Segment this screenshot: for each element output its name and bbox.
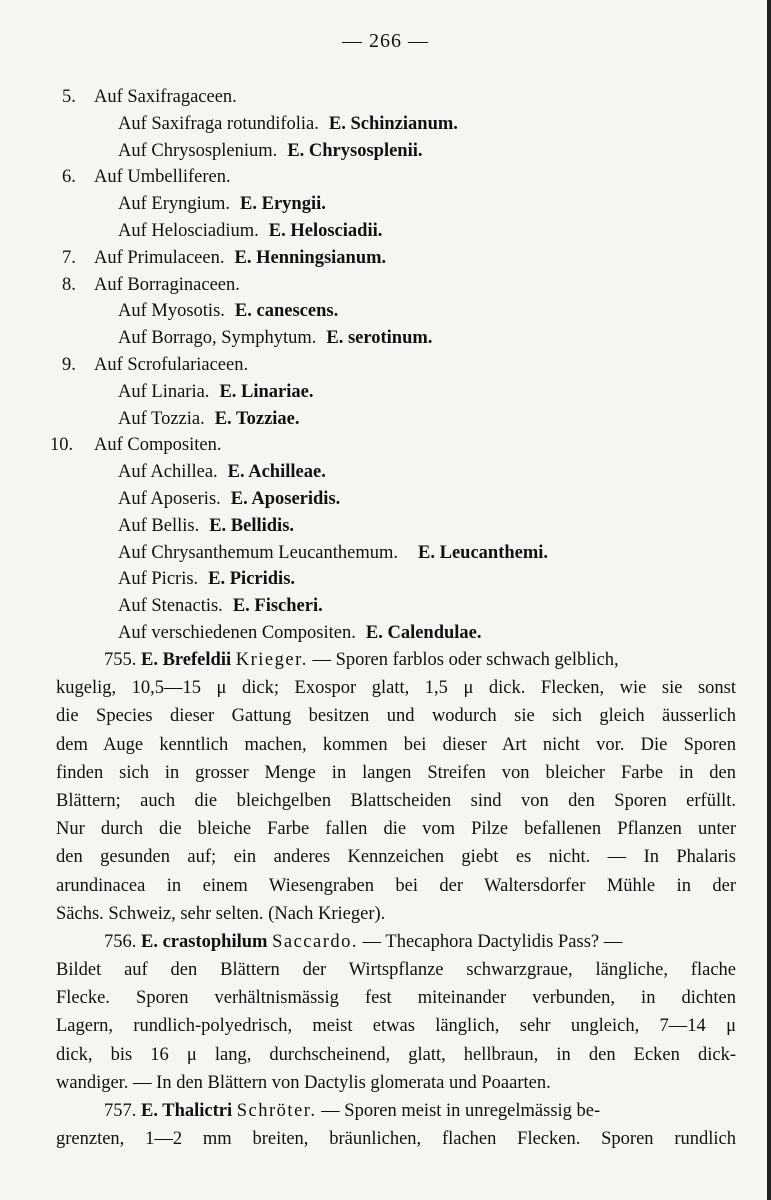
species-name: E. Brefeldii: [141, 650, 232, 670]
host-species-row: Auf Tozzia. E. Tozziae.: [118, 408, 300, 429]
species-name: E. crastophilum: [141, 931, 268, 952]
host-species-row: Auf Chrysosplenium. E. Chrysosplenii.: [118, 140, 423, 161]
species-author: Schröter.: [236, 1101, 317, 1121]
host-family-row: 6. Auf Umbelliferen.: [62, 167, 231, 188]
page-number: — 266 —: [342, 30, 429, 52]
host-species-row: Auf Helosciadium. E. Helosciadii.: [118, 220, 383, 241]
host-species-row: Auf Saxifraga rotundifolia. E. Schinzianum.: [118, 113, 458, 134]
host-family-row: 5. Auf Saxifragaceen.: [62, 87, 237, 107]
host-family-row: 7. Auf Primulaceen. E. Henningsianum.: [62, 247, 387, 268]
host-species-row: Auf Myosotis. E. canescens.: [118, 301, 339, 322]
species-name: E. Thalictri: [141, 1101, 233, 1121]
host-family-row: 8. Auf Borraginaceen.: [62, 274, 240, 295]
host-family-row: 10. Auf Compositen.: [50, 435, 222, 456]
host-species-row: Auf Chrysanthemum Leucanthemum. E. Leucanthemi.: [118, 542, 549, 563]
host-species-row: Auf Borrago, Symphytum. E. serotinum.: [118, 328, 433, 349]
species-author: Saccardo.: [272, 931, 358, 952]
host-list: [50, 84, 742, 647]
host-species-row: Auf verschiedenen Compositen. E. Calendulae.: [118, 622, 482, 643]
host-species-row: Auf Eryngium. E. Eryngii.: [118, 194, 326, 215]
species-author: Krieger.: [235, 650, 308, 670]
species-entry-755: 755. E. Brefeldii Krieger. — Sporen farblos oder schwach gelblich, kugelig, 10,5—15 μ dick; Exospor glatt, 1,5 μ dick. Flecken, wie sie sonst die Species dieser Gattung besitzen und wodurch sie sich gleich äusserlich dem Auge kenntlich machen, kommen bei dieser Art nicht vor. Die Sporen finden sich in grosser Menge in langen Streifen von bleicher Farbe in den Blättern; auch die bleichgelben Blattscheiden sind von den Sporen erfüllt. Nur durch die bleiche Farbe fallen die vom Pilze befallenen Pflanzen unter den gesunden auf; ein anderes Kennzeichen giebt es nicht. — In Phalaris arundinacea in einem Wiesengraben bei der Waltersdorfer Mühle in der Sächs. Schweiz, sehr selten. (Nach Krieger).: [56, 650, 736, 924]
host-species-row: Auf Bellis. E. Bellidis.: [118, 515, 295, 536]
host-species-row: Auf Achillea. E. Achilleae.: [118, 462, 326, 483]
host-species-row: Auf Linaria. E. Linariae.: [118, 381, 314, 402]
host-species-row: Auf Stenactis. E. Fischeri.: [118, 596, 323, 617]
host-family-row: 9. Auf Scrofulariaceen.: [62, 354, 249, 375]
species-entry-756: 756. E. crastophilum Saccardo. — Thecaphora Dactylidis Pass? — Bildet auf den Blättern der Wirtspflanze schwarzgraue, längliche, flache Flecke. Sporen verhältnismässig fest miteinander verbunden, in dichten Lagern, rundlich-polyedrisch, meist etwas länglich, sehr ungleich, 7—14 μ dick, bis 16 μ lang, durchscheinend, glatt, hellbraun, in den Ecken dick- wandiger. — In den Blättern von Dactylis glomerata und Poaarten.: [56, 931, 736, 1093]
host-species-row: Auf Aposeris. E. Aposeridis.: [118, 488, 341, 509]
page-edge-shadow: [767, 0, 771, 1200]
species-descriptions: [56, 646, 736, 1153]
species-entry-757: 757. E. Thalictri Schröter. — Sporen meist in unregelmässig be- grenzten, 1—2 mm breiten, bräunlichen, flachen Flecken. Sporen rundlich: [56, 1101, 736, 1150]
host-species-row: Auf Picris. E. Picridis.: [118, 569, 296, 590]
